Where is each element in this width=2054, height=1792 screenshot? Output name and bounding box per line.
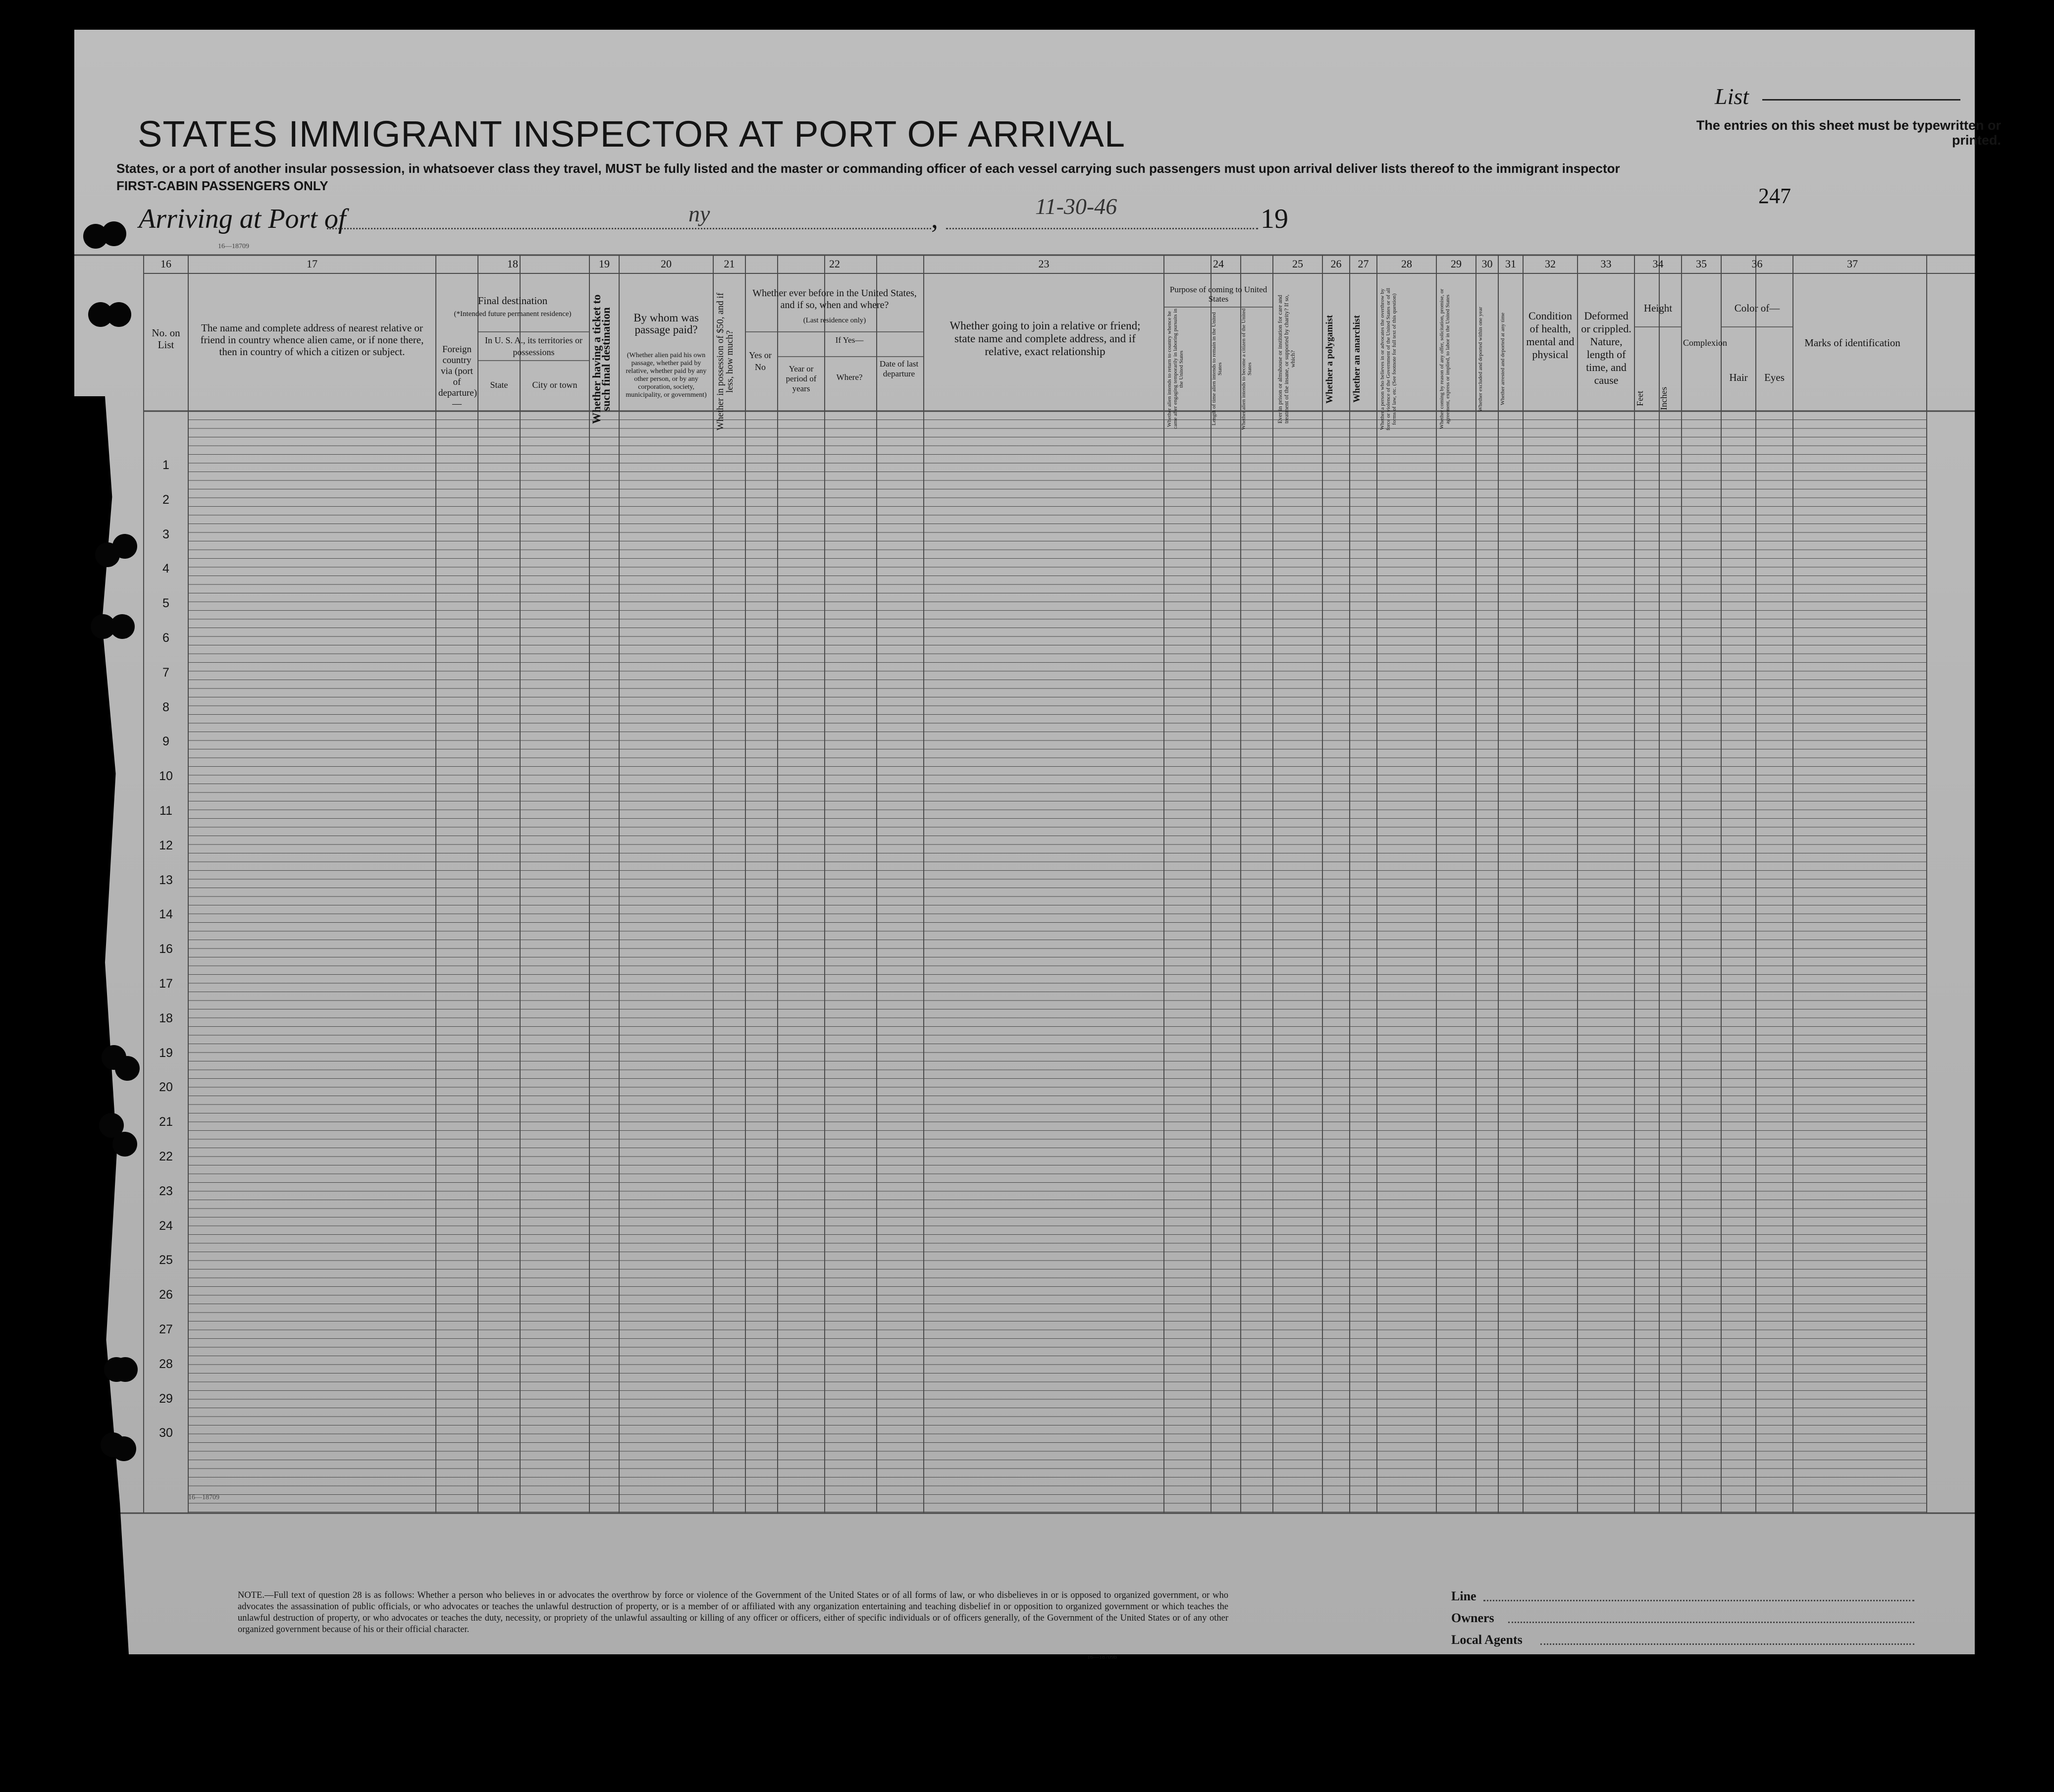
col-22-years: Year or period of years [786,364,817,393]
row-number: 7 [162,665,169,680]
col-17-number: 17 [307,258,317,270]
col-18-foreign: Foreign country via (port of departure)— [438,344,477,409]
punch-hole [106,302,131,327]
col-36-header: Color of— [1734,302,1780,314]
col-37-header: Marks of identification [1804,337,1900,349]
punch-hole [112,1132,137,1157]
row-number: 26 [159,1288,173,1302]
col-18-subheader: (*Intended future permanent residence) [454,310,572,318]
col-19-number: 19 [599,258,610,270]
col-24-b: Length of time alien intends to remain in the United States [1211,312,1223,426]
col-22-number: 22 [829,258,840,270]
col-25-header: Ever in prison or almshouse or institution for care and treatment of the insane, or supported by charity? If so, which? [1276,294,1296,424]
col-16-header: No. on List [152,327,180,351]
row-number: 29 [159,1391,173,1406]
col-24-c: Whether alien intends to become a citizen of the United States [1241,308,1253,430]
row-number: 21 [159,1115,173,1129]
row-number: 3 [162,527,169,541]
col-32-header: Condition of health, mental and physical [1526,310,1575,361]
col-30-number: 30 [1481,258,1493,270]
row-number: 27 [159,1322,173,1336]
col-37-number: 37 [1847,258,1858,270]
col-34-feet: Feet [1635,391,1645,407]
list-label: List [1715,84,1749,109]
col-27-number: 27 [1358,258,1369,270]
punch-hole [102,221,126,246]
port-handwritten: ny [688,201,710,226]
owners-label: Owners [1451,1611,1494,1625]
col-33-number: 33 [1600,258,1612,270]
col-24-header: Purpose of coming to United States [1169,285,1267,304]
col-22-header: Whether ever before in the United States, and if so, when and where? [752,288,917,311]
col-21-header: Whether in possession of $50, and if less, how much? [715,292,735,431]
col-31-header: Whether arrested and deported at any time [1500,313,1506,406]
col-36-eyes: Eyes [1764,371,1785,383]
manifest-sheet [74,30,2001,1660]
row-number: 19 [159,1046,173,1060]
footnote-code: 16—18709b [1087,1653,1117,1660]
row-number: 30 [159,1426,173,1440]
row-number: 23 [159,1184,173,1198]
col-22-yesno: Yes or No [749,350,772,372]
col-23-number: 23 [1038,258,1050,270]
col-19-header: Whether having a ticket to such final destination [590,294,612,424]
col-35-number: 35 [1696,258,1707,270]
col-17-header: The name and complete address of nearest relative or friend in country whence alien came, or if none there, then in country of which a citizen or subject. [200,322,424,358]
passenger-class: FIRST-CABIN PASSENGERS ONLY [116,178,328,193]
col-18-header: Final destination [477,295,548,307]
entries-note: The entries on this sheet must be typewritten or printed. [1696,118,2001,148]
row-number: 24 [159,1218,173,1233]
punch-hole [115,1056,140,1081]
col-33-header: Deformed or crippled. Nature, length of time, and cause [1581,310,1632,386]
col-24-a: Whether alien intends to return to country whence he came after engaging temporarily in laboring pursuits in the United States [1166,309,1184,429]
owners-field [1508,1622,1914,1623]
col-20-subheader: (Whether alien paid his own passage, whether paid by relative, whether paid by any other person, or by any corporation, society, municipality, or government) [626,352,707,399]
col-28-header: Whether a person who believes in or advocates the overthrow by force or violence of the Government of the United States or of all forms of law, etc. (See footnote for full text of this question) [1379,288,1397,430]
col-23-header: Whether going to join a relative or friend; state name and complete address, and if relative, exact relationship [949,319,1141,358]
col-18-usa: In U. S. A., its territories or possessions [485,335,582,357]
col-22-ifyes: If Yes— [835,335,864,345]
punch-hole [111,1436,136,1461]
col-18-city: City or town [532,380,578,390]
col-26-header: Whether a polygamist [1324,315,1335,404]
col-29-header: Whether coming by reason of any offer, solicitation, promise, or agreement, express or implied, to labor in the United States [1439,289,1451,429]
row-number: 17 [159,977,173,991]
form-notice: States, or a port of another insular possession, in whatsoever class they travel, MUST be fully listed and the master or commanding officer of each vessel carrying such passengers must upon arrival deliver lists thereof to the immigrant inspector [116,161,1620,176]
row-number: 4 [162,562,169,576]
row-number: 13 [159,873,173,887]
row-number: 8 [162,700,169,714]
col-18-number: 18 [507,258,518,270]
table-grid [74,30,1975,1654]
col-34-number: 34 [1652,258,1664,270]
col-20-header: By whom was passage paid? [633,312,699,336]
row-number: 28 [159,1357,173,1371]
col-26-number: 26 [1330,258,1342,270]
row-number: 5 [162,596,169,611]
row-number: 14 [159,907,173,922]
form-title: STATES IMMIGRANT INSPECTOR AT PORT OF ARRIVAL [138,113,1126,155]
row-number: 9 [162,735,169,749]
row-number: 10 [159,769,173,784]
row-number: 20 [159,1080,173,1095]
col-21-number: 21 [724,258,735,270]
row-number: 16 [159,942,173,956]
col-22-subheader: (Last residence only) [803,316,866,324]
col-31-number: 31 [1505,258,1516,270]
year-prefix: 19 [1261,204,1288,234]
col-18-state: State [490,380,508,390]
col-35-header: Complexion [1683,338,1727,348]
local-agents-field [1540,1643,1914,1645]
arriving-label: Arriving at Port of [139,204,346,234]
col-36-number: 36 [1751,258,1763,270]
row-number: 1 [162,458,169,472]
punch-hole [112,534,137,559]
col-34-header: Height [1643,302,1673,314]
col-34-inches: Inches [1659,387,1669,411]
line-label: Line [1451,1589,1476,1603]
col-22-date: Date of last departure [879,359,919,378]
punch-hole [113,1357,138,1382]
date-handwritten: 11-30-46 [1035,194,1117,219]
col-25-number: 25 [1292,258,1303,270]
col-22-where: Where? [836,372,863,382]
punch-hole [110,614,135,639]
col-27-header: Whether an anarchist [1352,315,1362,403]
col-24-number: 24 [1213,258,1224,270]
row-number: 25 [159,1253,173,1267]
sheet-number: 247 [1758,184,1791,208]
row-number: 22 [159,1150,173,1163]
comma-separator: , [931,204,938,234]
col-32-number: 32 [1545,258,1556,270]
col-29-number: 29 [1451,258,1462,270]
row-number: 12 [159,838,173,852]
col-20-number: 20 [661,258,672,270]
local-agents-label: Local Agents [1451,1633,1523,1647]
line-field [1483,1600,1914,1601]
row-number: 6 [162,631,169,645]
col-16-number: 16 [160,258,171,270]
bottom-form-code: 16—18709 [188,1494,219,1501]
col-30-header: Whether excluded and deported within one year [1477,307,1483,412]
row-number: 18 [159,1011,173,1025]
col-36-hair: Hair [1729,371,1748,383]
form-code: 16—18709 [218,243,249,250]
footnote: NOTE.—Full text of question 28 is as follows: Whether a person who believes in or advocates the overthrow by force or violence of the Government of the United States or of all forms of law, or who disbelieves in or is opposed to organized government, or who advocates the assassination of public officials, or who advocates or teaches the unlawful destruction of property, or is a member of or affiliated with any organization entertaining and teaching disbelief in or opposition to organized government or which teaches the unlawful destruction of property, or who advocates or teaches the duty, necessity, or propriety of the unlawful assaulting or killing of any officer or officers, either of specific individuals or of officers generally, of the Government of the United States or of any other organized government because of his or their official character. [238,1590,1228,1634]
row-number: 11 [159,804,172,818]
row-number: 2 [162,492,169,507]
col-28-number: 28 [1401,258,1412,270]
